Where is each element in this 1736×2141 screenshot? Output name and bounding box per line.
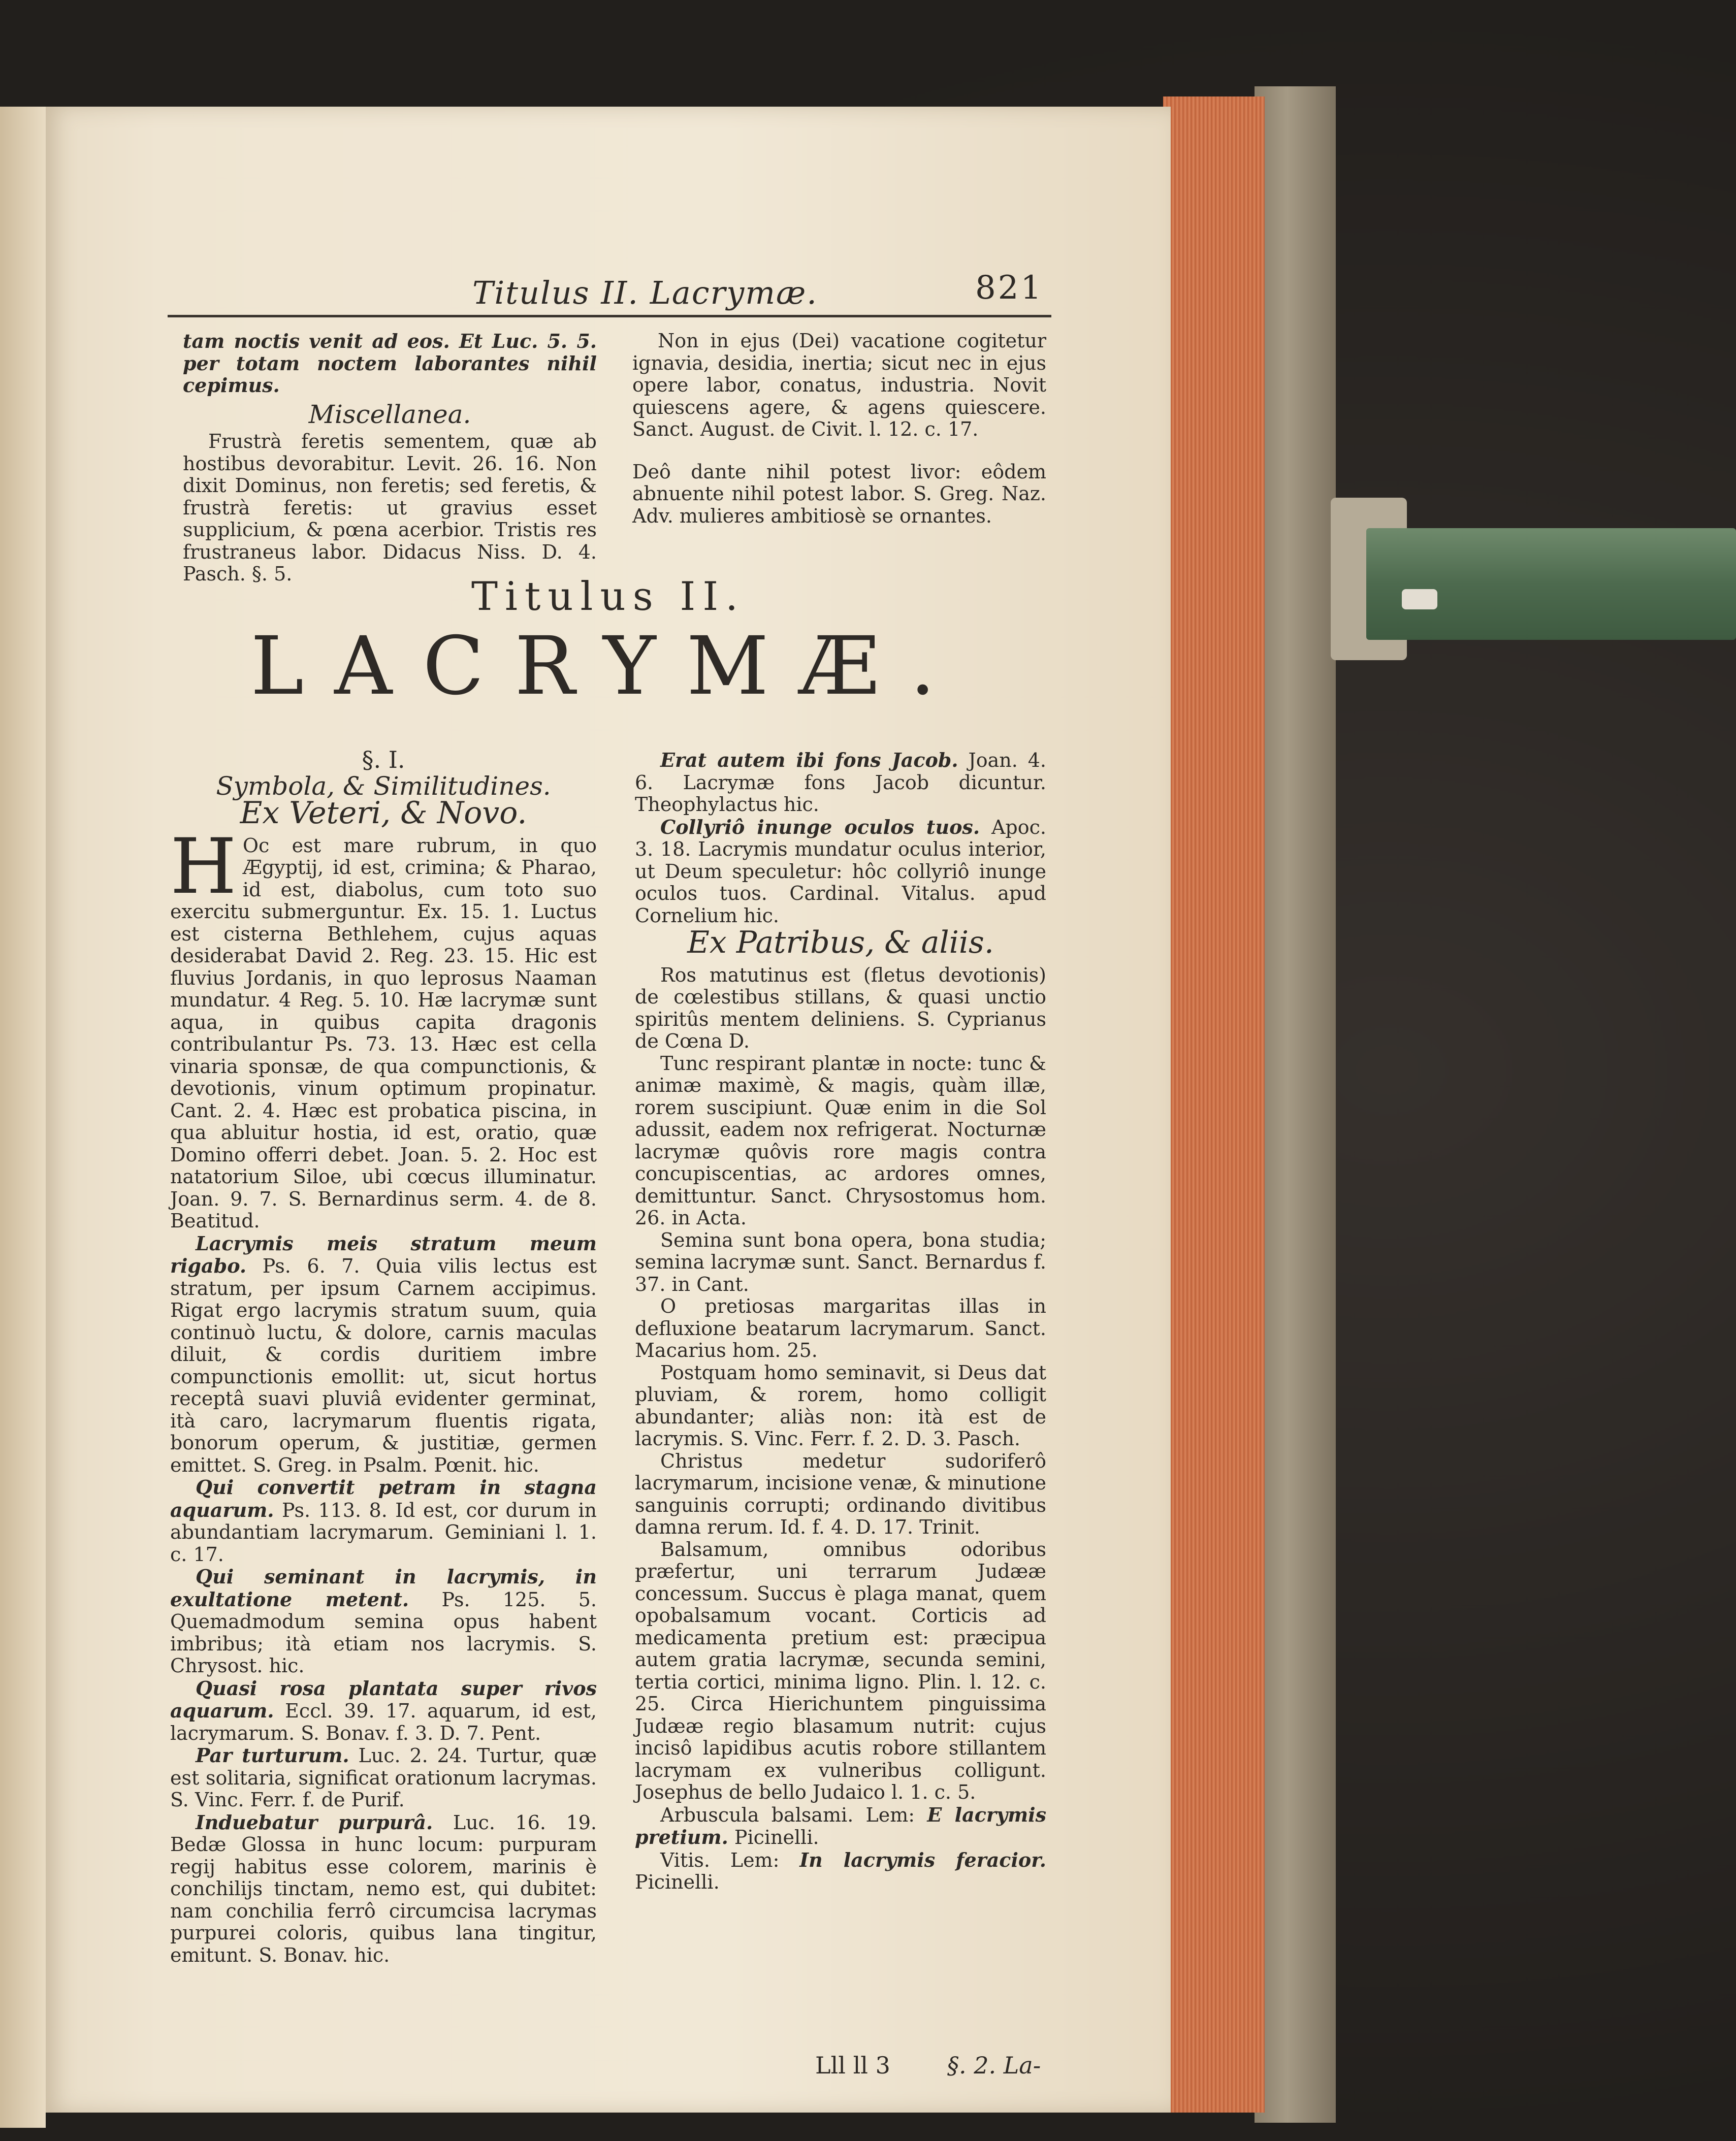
right-column	[635, 749, 1046, 1894]
title-line-2: LACRYMÆ.	[250, 620, 966, 713]
paragraph: H Oc est mare rubrum, in quo Ægyptij, id est, crimina; & Pharao, id est, diabolus, cum toto suo exercitu submerguntur. Ex. 15. 1. Luctus est cisterna Bethlehem, cujus aquas desiderabat David 2. Reg. 23. 15. Hic est fluvius Jordanis, in quo leprosus Naaman mundatur. 4 Reg. 5. 10. Hæ lacrymæ sunt aqua, in quibus capita dragonis contribulantur Ps. 73. 13. Hæc est cella vinaria sponsæ, de qua compunctionis, & devotionis, vinum optimum propinatur. Cant. 2. 4. Hæc est probatica piscina, in qua abluitur hostia, id est, oratio, quæ Domino offerri debet. Joan. 5. 2. Hoc est natatorium Siloe, ubi cœcus illuminatur. Joan. 9. 7. S. Bernardinus serm. 4. de 8. Beatitud.	[170, 822, 597, 1232]
paragraph: Ros matutinus est (fletus devotionis) de cœlestibus stillans, & quasi unctio spiritûs mentem deliniens. S. Cyprianus de Cœna D.	[635, 963, 1046, 1052]
paragraph: Qui seminant in lacrymis, in exultatione metent. Ps. 125. 5. Quemadmodum semina opus habent imbribus; ità etiam nos lacrymis. S. Chrysost. hic.	[170, 1565, 597, 1677]
header-rule	[168, 315, 1051, 317]
signature-mark: Lll ll 3	[815, 2052, 890, 2079]
subheading-ex-patribus: Ex Patribus, & aliis.	[687, 925, 994, 960]
previous-page-edge	[0, 107, 46, 2128]
section-number: §. I.	[362, 746, 405, 773]
paragraph: Vitis. Lem: In lacrymis feracior. Picinelli.	[635, 1848, 1046, 1893]
paragraph: Arbuscula balsami. Lem: E lacrymis pretium. Picinelli.	[635, 1803, 1046, 1848]
drop-cap: H	[170, 822, 237, 911]
running-head: Titulus II. Lacrymæ.	[472, 274, 818, 311]
subheading-ex-veteri: Ex Veteri, & Novo.	[240, 795, 527, 831]
clasp-rivet	[1402, 589, 1437, 609]
paragraph: Balsamum, omnibus odoribus præfertur, uni terrarum Judææ concessum. Succus è plaga manat, quem opobalsamum vocant. Corticis ad medicamenta pretium est: præcipua autem gratia lacrymæ, secunda semini, tertia cortici, minima ligno. Plin. l. 12. c. 25. Circa Hierichuntem pinguissima Judææ regio blasamum nutrit: cujus incisô lapidibus acutis robore stillantem lacrymam ex vulneribus colligunt. Josephus de bello Judaico l. 1. c. 5.	[635, 1538, 1046, 1803]
book-cover-board	[1255, 86, 1336, 2123]
paragraph: Postquam homo seminavit, si Deus dat pluviam, & rorem, homo colligit abundanter; aliàs non: ità est de lacrymis. S. Vinc. Ferr. f. 2. D. 3. Pasch.	[635, 1361, 1046, 1450]
paragraph: Induebatur purpurâ. Luc. 16. 19. Bedæ Glossa in hunc locum: purpuram regij habitus esse colorem, marinis è conchilijs tinctam, nemo est, qui dubitet: nam conchilia ferrô circumcisa lacrymas purpurei coloris, quibus lana tingitur, emitunt. S. Bonav. hic.	[170, 1810, 597, 1966]
paragraph: Tunc respirant plantæ in nocte: tunc & animæ maximè, & magis, quàm illæ, rorem suscipiunt. Quæ enim in die Sol adussit, eadem nox refrigerat. Nocturnæ lacrymæ quôvis rore magis contra concupiscentias, ac ardores omnes, demittuntur. Sanct. Chrysostomus hom. 26. in Acta.	[635, 1052, 1046, 1229]
paragraph: Christus medetur sudoriferô lacrymarum, incisione venæ, & minutione sanguinis corrupti; ordinando divitibus damna rerum. Id. f. 4. D. 17. Trinit.	[635, 1449, 1046, 1538]
continued-text: tam noctis venit ad eos. Et Luc. 5. 5. per totam noctem laborantes nihil cepimus.	[183, 330, 597, 397]
miscellanea-heading: Miscellanea.	[308, 399, 471, 429]
page-number: 821	[975, 269, 1044, 307]
metal-clasp	[1366, 528, 1736, 640]
paragraph: Collyriô inunge oculos tuos. Apoc. 3. 18. Lacrymis mundatur oculus interior, ut Deum speculetur: hôc collyriô inunge oculos tuos. Cardinal. Vitalus. apud Cornelium hic.	[635, 815, 1046, 927]
left-column	[170, 746, 597, 1966]
paragraph: Non in ejus (Dei) vacatione cogitetur ignavia, desidia, inertia; sicut nec in ejus opere labor, conatus, industria. Novit quiescens agere, & agens quiescere. Sanct. August. de Civit. l. 12. c. 17.	[632, 330, 1046, 440]
top-right-column	[632, 330, 1046, 527]
book-page	[46, 107, 1171, 2113]
paragraph: Semina sunt bona opera, bona studia; semina lacrymæ sunt. Sanct. Bernardus f. 37. in Cant.	[635, 1228, 1046, 1295]
paragraph: Deô dante nihil potest livor: eôdem abnuente nihil potest labor. S. Greg. Naz. Adv. mulieres ambitiosè se ornantes.	[632, 460, 1046, 527]
paragraph: Qui convertit petram in stagna aquarum. Ps. 113. 8. Id est, cor durum in abundantiam lacrymarum. Geminiani l. 1. c. 17.	[170, 1476, 597, 1566]
paragraph: Lacrymis meis stratum meum rigabo. Ps. 6. 7. Quia vilis lectus est stratum, per ipsum Carnem accipimus. Rigat ergo lacrymis stratum suum, quia continuò luctu, & dolore, carnis maculas diluit, & cordis duritiem imbre compunctionis emollit: ut, sicut hortus receptâ suavi pluviâ evidenter germinat, ità caro, lacrymarum fluentis rigata, bonorum operum, & justitiæ, germen emittet. S. Greg. in Psalm. Pœnit. hic.	[170, 1231, 597, 1476]
paragraph: Par turturum. Luc. 2. 24. Turtur, quæ est solitaria, significat orationum lacrymas. S. Vinc. Ferr. f. de Purif.	[170, 1744, 597, 1811]
page-block-edge	[1163, 96, 1265, 2113]
catchword: §. 2. La-	[947, 2052, 1041, 2079]
paragraph: O pretiosas margaritas illas in defluxione beatarum lacrymarum. Sanct. Macarius hom. 25.	[635, 1295, 1046, 1361]
paragraph: Frustrà feretis sementem, quæ ab hostibus devorabitur. Levit. 26. 16. Non dixit Dominus, non feretis; sed feretis, & frustrà feretis: ut gravius esset supplicium, & pœna acerbior. Tristis res frustraneus labor. Didacus Niss. D. 4. Pasch. §. 5.	[183, 430, 597, 585]
top-left-column	[183, 330, 597, 586]
title-line-1: Titulus II.	[471, 574, 745, 620]
paragraph: Erat autem ibi fons Jacob. Joan. 4. 6. Lacrymæ fons Jacob dicuntur. Theophylactus hic.	[635, 749, 1046, 816]
subheading-symbola: Symbola, & Similitudines.	[216, 771, 551, 801]
paragraph: Quasi rosa plantata super rivos aquarum. Eccl. 39. 17. aquarum, id est, lacrymarum. S. Bonav. f. 3. D. 7. Pent.	[170, 1676, 597, 1744]
